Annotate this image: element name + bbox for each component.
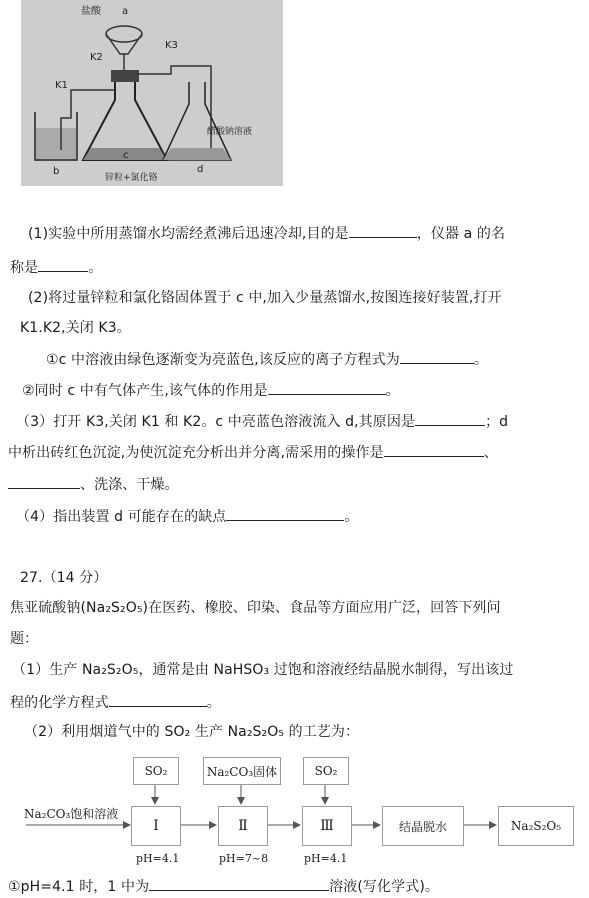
q-line-10: （4）指出装置 d 可能存在的缺点 。 xyxy=(16,506,359,527)
flow-ph-3: pH=4.1 xyxy=(304,852,348,865)
flow-top-so2-1: SO₂ xyxy=(133,757,179,785)
q-line-4: K1.K2,关闭 K3。 xyxy=(20,320,131,336)
q-line-9: 、洗涤、干燥。 xyxy=(8,474,179,495)
q-line-6: ②同时 c 中有气体产生,该气体的作用是 。 xyxy=(22,380,400,401)
q27-intro-1: 焦亚硫酸钠(Na₂S₂O₅)在医药、橡胶、印染、食品等方面应用广泛，回答下列问 xyxy=(10,600,501,616)
flow-stage-2: Ⅱ xyxy=(218,806,268,846)
q-line-1: (1)实验中所用蒸馏水均需经煮沸后迅速冷却,目的是 ，仪器 a 的名 xyxy=(28,223,505,244)
label-k1: K1 xyxy=(55,80,68,91)
q27-header: 27.（14 分） xyxy=(20,570,108,586)
flow-top-so2-2: SO₂ xyxy=(303,757,349,785)
q-line-8: 中析出砖红色沉淀,为使沉淀充分析出并分离,需采用的操作是 、 xyxy=(8,442,498,463)
label-b: b xyxy=(53,166,60,177)
q-line-7: （3）打开 K3,关闭 K1 和 K2。c 中亮蓝色溶液流入 d,其原因是 ；d xyxy=(16,411,508,432)
label-d: d xyxy=(197,164,204,175)
label-a: a xyxy=(122,6,129,17)
q-line-5: ①c 中溶液由绿色逐渐变为亮蓝色,该反应的离子方程式为 。 xyxy=(46,349,488,370)
flow-product: Na₂S₂O₅ xyxy=(498,806,574,846)
label-k2: K2 xyxy=(90,52,103,63)
answer-blank-10[interactable] xyxy=(149,876,329,891)
flow-stage-3: Ⅲ xyxy=(302,806,352,846)
label-k3: K3 xyxy=(165,40,178,51)
flow-feed-label: Na₂CO₃饱和溶液 xyxy=(24,807,119,821)
flow-stage-1: Ⅰ xyxy=(131,806,181,846)
q27-intro-2: 题： xyxy=(10,631,39,647)
q27-part1-a: （1）生产 Na₂S₂O₅，通常是由 NaHSO₃ 过饱和溶液经结晶脱水制得，写出该过 xyxy=(12,662,514,678)
label-c: c xyxy=(123,150,129,161)
label-right-solution: 醋酸钠溶液 xyxy=(207,127,253,137)
q27-part2: （2）利用烟道气中的 SO₂ 生产 Na₂S₂O₅ 的工艺为： xyxy=(24,724,360,740)
flow-top-na2co3: Na₂CO₃固体 xyxy=(203,757,281,785)
q27-last-line: ①pH=4.1 时，1 中为 溶液(写化学式)。 xyxy=(8,876,439,897)
q-line-2: 称是 。 xyxy=(10,257,102,278)
label-bottom: 锌粒+氯化铬 xyxy=(105,173,158,183)
q-line-3: (2)将过量锌粒和氯化铬固体置于 c 中,加入少量蒸馏水,按图连接好装置,打开 xyxy=(28,290,502,306)
flow-ph-1: pH=4.1 xyxy=(136,852,180,865)
label-funnel-top: 盐酸 xyxy=(81,6,101,17)
flow-ph-2: pH=7~8 xyxy=(219,852,269,865)
q27-part1-b: 程的化学方程式 。 xyxy=(10,692,221,713)
flow-stage-4: 结晶脱水 xyxy=(382,806,464,846)
